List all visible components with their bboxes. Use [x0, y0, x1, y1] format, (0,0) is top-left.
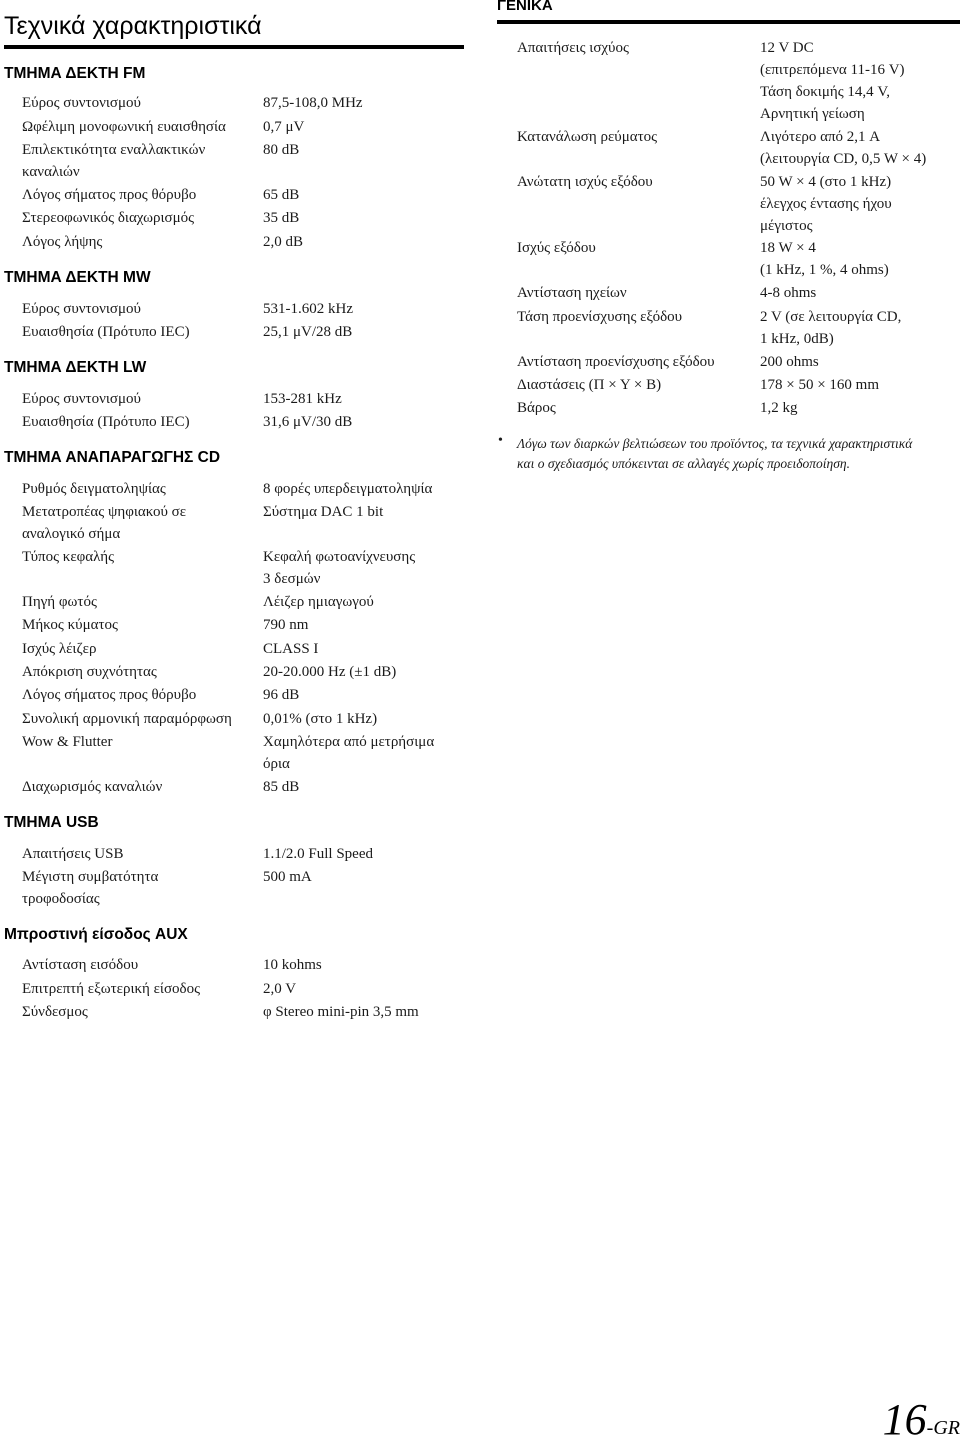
- spec-label: Τάση προενίσχυσης εξόδου: [517, 309, 683, 325]
- section-heading-lw: ΤΜΗΜΑ ΔΕΚΤΗ LW: [4, 359, 147, 376]
- section-heading-usb: ΤΜΗΜΑ USB: [4, 814, 99, 831]
- spec-label: Μετατροπέας ψηφιακού σε: [22, 504, 187, 520]
- spec-value: 790 nm: [263, 617, 309, 633]
- page-number-suffix: -GR: [926, 1417, 960, 1439]
- spec-label: Ωφέλιμη μονοφωνική ευαισθησία: [22, 119, 226, 135]
- spec-value: 1,2 kg: [760, 400, 798, 416]
- spec-value: 1.1/2.0 Full Speed: [263, 846, 374, 862]
- spec-value: 2 V (σε λειτουργία CD,: [760, 309, 902, 325]
- spec-label: Αντίσταση ηχείων: [517, 285, 627, 301]
- spec-value: 65 dB: [263, 187, 300, 203]
- spec-value: Σύστημα DAC 1 bit: [263, 504, 384, 520]
- spec-label: Εύρος συντονισμού: [22, 391, 141, 407]
- spec-value: 8 φορές υπερδειγματοληψία: [263, 481, 433, 497]
- spec-value: 96 dB: [263, 687, 300, 703]
- spec-value: 531-1.602 kHz: [263, 301, 353, 317]
- spec-value-continued: μέγιστος: [760, 218, 813, 234]
- spec-value: Λέιζερ ημιαγωγού: [263, 594, 374, 610]
- spec-label: Σύνδεσμος: [22, 1004, 88, 1020]
- section-heading-cd: ΤΜΗΜΑ ΑΝΑΠΑΡΑΓΩΓΗΣ CD: [4, 449, 221, 466]
- spec-value: 31,6 μV/30 dB: [263, 414, 353, 430]
- spec-label: Ισχύς λέιζερ: [22, 641, 97, 657]
- spec-label: Αντίσταση εισόδου: [22, 957, 139, 973]
- spec-label: Απαιτήσεις ισχύος: [517, 40, 629, 56]
- spec-value: 4-8 ohms: [760, 285, 817, 301]
- spec-label: Εύρος συντονισμού: [22, 301, 141, 317]
- section-heading-mw: ΤΜΗΜΑ ΔΕΚΤΗ MW: [4, 269, 151, 286]
- spec-label-continued: αναλογικό σήμα: [22, 526, 121, 542]
- spec-label: Ρυθμός δειγματοληψίας: [22, 481, 166, 497]
- spec-label: Απόκριση συχνότητας: [22, 664, 157, 680]
- section-heading-aux: Μπροστινή είσοδος AUX: [4, 926, 188, 943]
- spec-value: 85 dB: [263, 779, 300, 795]
- spec-value: Χαμηλότερα από μετρήσιμα: [263, 734, 435, 750]
- spec-value: 25,1 μV/28 dB: [263, 324, 353, 340]
- bullet-icon: •: [498, 433, 503, 448]
- spec-label: Wow & Flutter: [22, 734, 113, 750]
- spec-label: Ανώτατη ισχύς εξόδου: [517, 174, 653, 190]
- spec-value: 87,5-108,0 MHz: [263, 95, 363, 111]
- spec-label: Ισχύς εξόδου: [517, 240, 596, 256]
- spec-label: Διαστάσεις (Π × Υ × Β): [517, 377, 662, 393]
- spec-value-continued: Τάση δοκιμής 14,4 V,: [760, 84, 891, 100]
- spec-value: 50 W × 4 (στο 1 kHz): [760, 174, 892, 190]
- spec-value-continued: (λειτουργία CD, 0,5 W × 4): [760, 151, 927, 167]
- spec-label-continued: τροφοδοσίας: [22, 891, 100, 907]
- spec-label: Τύπος κεφαλής: [22, 549, 115, 565]
- spec-value: 2,0 dB: [263, 234, 304, 250]
- spec-label: Διαχωρισμός καναλιών: [22, 779, 163, 795]
- spec-value: 20-20.000 Hz (±1 dB): [263, 664, 397, 680]
- spec-label: Εύρος συντονισμού: [22, 95, 141, 111]
- page-title: Τεχνικά χαρακτηριστικά: [4, 10, 464, 49]
- spec-value-continued: (επιτρεπόμενα 11-16 V): [760, 62, 905, 78]
- spec-label: Ευαισθησία (Πρότυπο IEC): [22, 414, 190, 430]
- spec-value: 153-281 kHz: [263, 391, 342, 407]
- spec-label: Πηγή φωτός: [22, 594, 97, 610]
- spec-value: Λιγότερο από 2,1 A: [760, 129, 881, 145]
- spec-label: Μήκος κύματος: [22, 617, 118, 633]
- spec-value: 0,01% (στο 1 kHz): [263, 711, 378, 727]
- spec-value-continued: Αρνητική γείωση: [760, 106, 865, 122]
- spec-value: 12 V DC: [760, 40, 814, 56]
- spec-value-continued: 1 kHz, 0dB): [760, 331, 834, 347]
- spec-label: Βάρος: [517, 400, 556, 416]
- spec-label-continued: καναλιών: [22, 164, 80, 180]
- section-heading-general: ΓΕΝΙΚΑ: [497, 0, 960, 24]
- spec-value: CLASS I: [263, 641, 319, 657]
- spec-label: Επιτρεπτή εξωτερική είσοδος: [22, 981, 201, 997]
- page-number: [882, 1395, 960, 1444]
- spec-value: 0,7 μV: [263, 119, 305, 135]
- spec-value-continued: 3 δεσμών: [263, 571, 321, 587]
- spec-label: Λόγος σήματος προς θόρυβο: [22, 187, 197, 203]
- spec-label: Συνολική αρμονική παραμόρφωση: [22, 711, 232, 727]
- spec-value-continued: όρια: [263, 756, 290, 772]
- spec-value: φ Stereo mini-pin 3,5 mm: [263, 1004, 419, 1020]
- page-number-value: 16: [882, 1395, 927, 1444]
- section-heading-fm: ΤΜΗΜΑ ΔΕΚΤΗ FM: [4, 65, 146, 82]
- spec-value: 10 kohms: [263, 957, 322, 973]
- spec-label: Αντίσταση προενίσχυσης εξόδου: [517, 354, 715, 370]
- disclaimer-note: Λόγω των διαρκών βελτιώσεων του προϊόντος, τα τεχνικά χαρακτηριστικά και ο σχεδιασμός υπόκεινται σε αλλαγές χωρίς προειδοποίηση.: [517, 436, 913, 471]
- spec-value: 35 dB: [263, 210, 300, 226]
- spec-label: Απαιτήσεις USB: [22, 846, 124, 862]
- spec-value: 2,0 V: [263, 981, 297, 997]
- spec-label: Λόγος σήματος προς θόρυβο: [22, 687, 197, 703]
- spec-value: 500 mA: [263, 869, 312, 885]
- spec-value: 18 W × 4: [760, 240, 816, 256]
- spec-label: Λόγος λήψης: [22, 234, 103, 250]
- spec-value: Κεφαλή φωτοανίχνευσης: [263, 549, 416, 565]
- spec-value: 178 × 50 × 160 mm: [760, 377, 880, 393]
- spec-label: Στερεοφωνικός διαχωρισμός: [22, 210, 195, 226]
- spec-value-continued: έλεγχος έντασης ήχου: [760, 196, 892, 212]
- spec-value: 200 ohms: [760, 354, 819, 370]
- spec-value-continued: (1 kHz, 1 %, 4 ohms): [760, 262, 889, 278]
- spec-label: Μέγιστη συμβατότητα: [22, 869, 159, 885]
- spec-value: 80 dB: [263, 142, 300, 158]
- spec-label: Κατανάλωση ρεύματος: [517, 129, 658, 145]
- spec-label: Ευαισθησία (Πρότυπο IEC): [22, 324, 190, 340]
- spec-label: Επιλεκτικότητα εναλλακτικών: [22, 142, 206, 158]
